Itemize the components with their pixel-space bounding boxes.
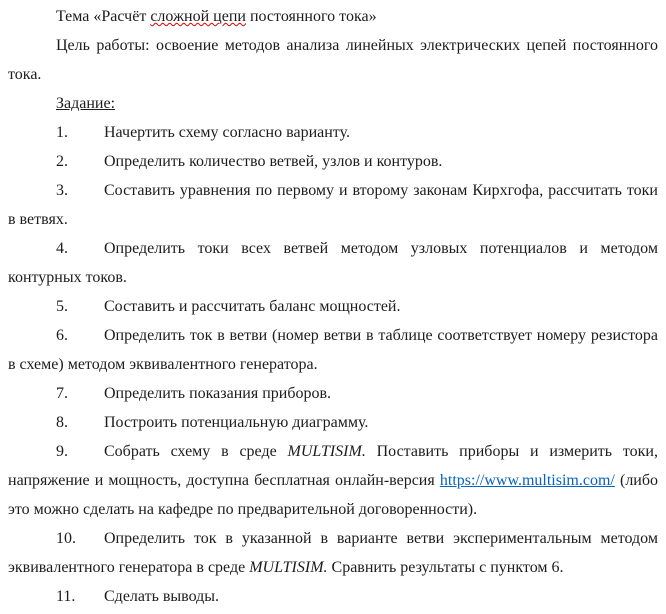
numbered-paragraph [8, 408, 658, 437]
underline-text: Задание: [56, 95, 116, 112]
text-run: Определить ток в указанной в варианте ветви экспериментальным методом эквивалентного генератора в среде [8, 530, 658, 576]
italic-text: MULTISIM. [287, 443, 366, 460]
text-run: Построить потенциальную диаграмму. [104, 414, 369, 431]
numbered-paragraph [8, 147, 658, 176]
numbered-paragraph [8, 118, 658, 147]
text-run: Определить ток в ветви (номер ветви в таблице соответствует номеру резистора в схеме) методом эквивалентного генератора. [8, 327, 658, 373]
text-run: Собрать схему в среде [104, 443, 288, 460]
paragraph [8, 2, 658, 31]
text-run: Тема «Расчёт [56, 8, 151, 25]
text-run: (либо это можно сделать на кафедре по предварительной договоренности). [8, 472, 658, 518]
numbered-paragraph [8, 176, 658, 234]
numbered-paragraph [8, 292, 658, 321]
text-run: Начертить схему согласно варианту. [104, 124, 350, 141]
italic-text: MULTISIM. [249, 559, 328, 576]
item-number: 8. [56, 414, 68, 431]
text-run: Цель работы: освоение методов анализа линейных электрических цепей постоянного тока. [8, 37, 658, 83]
item-number: 7. [56, 385, 68, 402]
item-number: 9. [56, 443, 68, 460]
text-run: Определить токи всех ветвей методом узловых потенциалов и методом контурных токов. [8, 240, 658, 286]
item-number: 10. [56, 530, 76, 547]
item-number: 6. [56, 327, 68, 344]
item-number: 5. [56, 298, 68, 315]
text-run: Составить уравнения по первому и второму законам Кирхгофа, рассчитать токи в ветвях. [8, 182, 658, 228]
item-number: 4. [56, 240, 68, 257]
numbered-paragraph [8, 379, 658, 408]
text-run: Сделать выводы. [104, 588, 220, 605]
item-number: 3. [56, 182, 68, 199]
item-number: 2. [56, 153, 68, 170]
text-run: Поставить приборы и измерить токи, напряжение и мощность, доступна бесплатная онлайн-версия [8, 443, 658, 489]
multisim-link[interactable]: https://www.multisim.com/ [439, 472, 615, 489]
text-run: Определить количество ветвей, узлов и контуров. [104, 153, 443, 170]
text-run: постоянного тока» [245, 8, 377, 25]
numbered-paragraph [8, 234, 658, 292]
spell-text: сложной цепи [150, 8, 246, 25]
item-number: 11. [56, 588, 76, 605]
numbered-paragraph [8, 582, 658, 611]
paragraph [8, 89, 658, 118]
text-run: Определить показания приборов. [104, 385, 332, 402]
paragraph [8, 31, 658, 89]
text-run: Сравнить результаты с пунктом 6. [327, 559, 564, 576]
text-run: Составить и рассчитать баланс мощностей. [104, 298, 401, 315]
item-number: 1. [56, 124, 68, 141]
numbered-paragraph [8, 437, 658, 524]
numbered-paragraph [8, 321, 658, 379]
numbered-paragraph [8, 524, 658, 582]
